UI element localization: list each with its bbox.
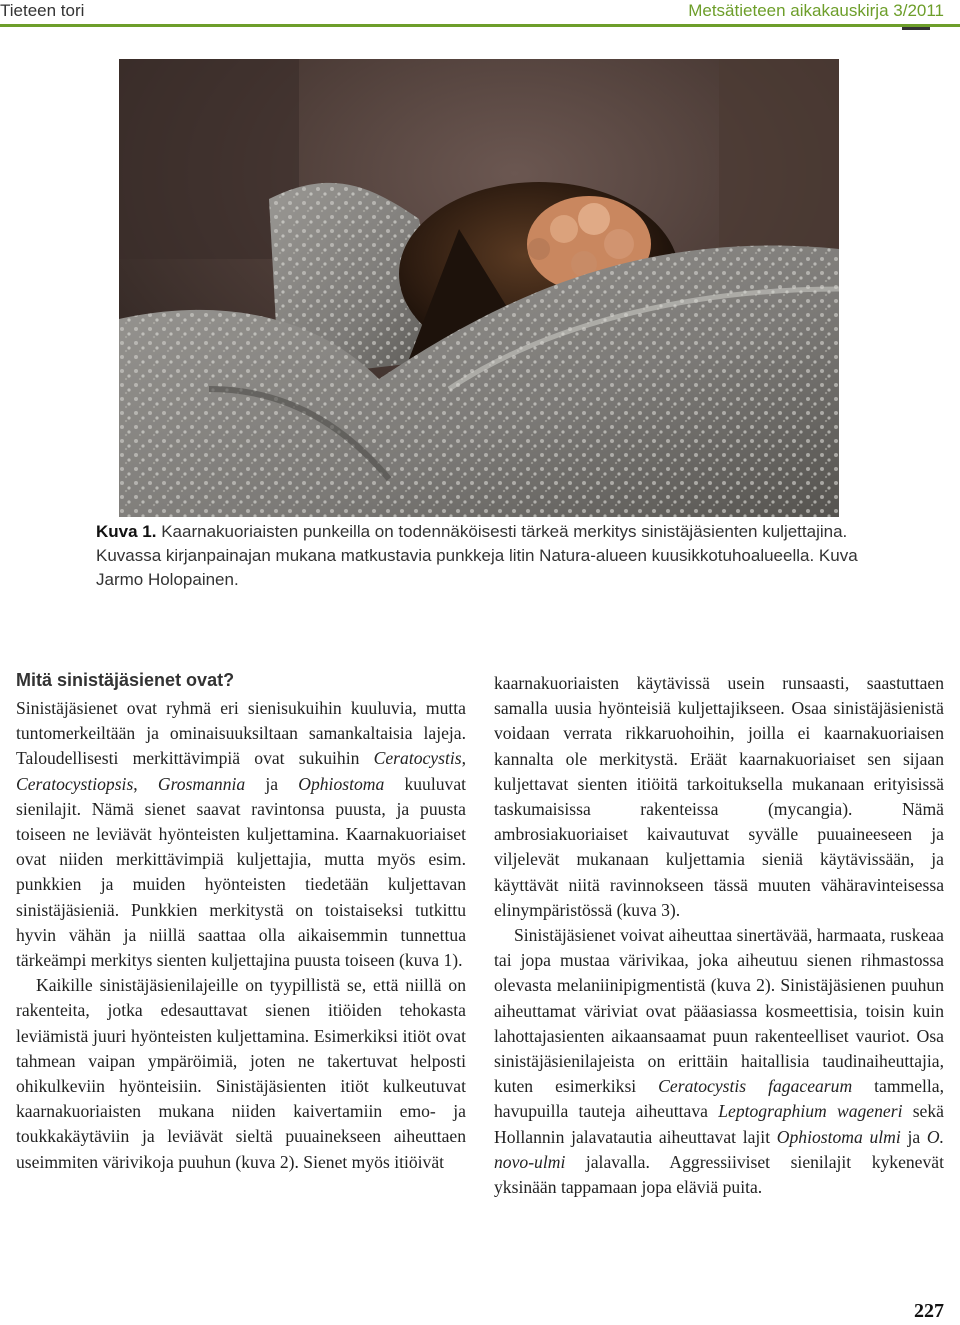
left-column xyxy=(16,696,466,1175)
right-paragraph-1: kaarnakuoriaisten käytävissä usein runsaasti, saastuttaen samalla uusia hyönteisiä kuljettajikseen. Osaa sinistäjäsienistä voidaan verrata rikkaruohoihin, joilla ei kaarnakuoriaisen kannalta ole merkitystä. Eräät kaarnakuoriaiset sen sijaan kuljettavat sienten itiöitä tarkoituksella mukanaan erityisissä taskumaisissa rakenteissa (mycangia). Nämä ambrosiakuoriaiset kaivautuvat syvälle puuaineeseen ja viljelevät mukanaan kuljettamia sieniä käytävissään, ja käyttävät niitä ravinnokseen tässä muuten vähäravinteisessa elinympäristössä (kuva 3). xyxy=(494,673,944,920)
left-paragraph-1: Sinistäjäsienet ovat ryhmä eri sienisukuihin kuuluvia, mutta tuntomerkeiltään ja ominaisuuksiltaan samankaltaisia lajeja. Taloudellisesti merkittävimpiä ovat sukuihin Ceratocystis, Ceratocystiopsis, Grosmannia ja Ophiostoma kuuluvat sienilajit. Nämä sienet saavat ravintonsa puusta, ja puusta toiseen ne leviävät hyönteisten kuljettamina. Kaarnakuoriaiset ovat niiden merkittävimpiä kuljettajia, mutta myös esim. punkkien ja muiden hyönteisten tiedetään kuljettavan sinistäjäsieniä. Punkkien merkitystä on toistaiseksi tutkittu hyvin vähän ja niillä saattaa olla aikaisemmin tunnettua tärkeämpi merkitys sienten kuljettajina puusta toiseen (kuva 1). xyxy=(16,698,467,971)
section-heading: Mitä sinistäjäsienet ovat? xyxy=(16,670,235,690)
figure-photo xyxy=(119,59,839,517)
left-paragraph-2: Kaikille sinistäjäsienilajeille on tyypillistä se, että niillä on rakenteita, jotka edesauttavat sienen itiöiden tehokasta leviämistä juuri hyönteisten kuljettamina. Esimerkiksi itiöt ovat tahmean vaipan ympäröimiä, joten ne takertuvat helposti ohikulkeviin hyönteisiin. Sinistäjäsienten itiöt kulkeutuvat kaarnakuoriaisten mukana niiden kaivertamiin emo- ja toukkakäytäviin ja leviävät sieltä puuainekseen aiheuttaen useimmiten värivikoja puuhun (kuva 2). Sienet myös itiöivät xyxy=(16,975,466,1172)
right-paragraph-2: Sinistäjäsienet voivat aiheuttaa sinertävää, harmaata, ruskeaa tai jopa mustaa värivikaa, joka aiheutuu sienen rihmastossa olevasta melaniinipigmentistä (kuva 2). Sinistäjäsienen puuhun aiheuttamat väriviat ovat pääasiassa kosmeettisia, toisin kuin lahottajasienten aikaansaamat puun rakenteelliset vauriot. Osa sinistäjäsienilajeista on erittäin haitallisia taudinaiheuttajia, kuten esimerkiksi Ceratocystis fagacearum tammella, havupuilla tauteja aiheuttava Leptographium wageneri sekä Hollannin jalavatautia aiheuttavat lajit Ophiostoma ulmi ja O. novo-ulmi jalavalla. Aggressiiviset sienilajit kykenevät yksinään tappamaan jopa eläviä puita. xyxy=(494,925,944,1198)
caption-text: Kaarnakuoriaisten punkeilla on todennäköisesti tärkeä merkitys sinistäjäsienten kuljettajina. Kuvassa kirjanpainajan mukana matkustavia punkkeja litin Natura-alueen kuusikkotuhoalueella. Kuva Jarmo Holopainen. xyxy=(96,522,858,589)
right-column xyxy=(494,671,944,1200)
page-number: 227 xyxy=(914,1300,944,1322)
caption-label: Kuva 1. xyxy=(96,522,157,541)
running-header-section: Tieteen tori xyxy=(0,1,85,20)
header-mark xyxy=(902,27,930,30)
running-header-journal: Metsätieteen aikakauskirja 3/2011 xyxy=(688,1,944,20)
figure-caption xyxy=(96,520,876,592)
header-rule xyxy=(0,24,960,27)
